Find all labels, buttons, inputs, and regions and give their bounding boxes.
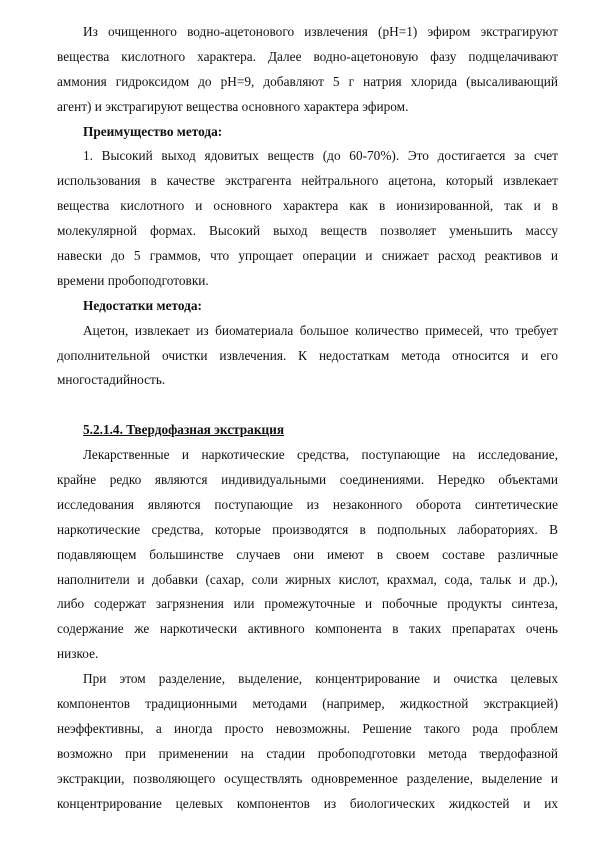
text-line: возможно при применении на стадии пробоподготовки метода твердофазной xyxy=(57,745,558,761)
text-line: низкое. xyxy=(57,646,99,662)
heading-advantage: Преимущество метода: xyxy=(83,123,223,139)
text-line: При этом разделение, выделение, концентрирование и очистка целевых xyxy=(83,671,558,687)
text-line: дополнительной очистки извлечения. К недостаткам метода относится и его xyxy=(57,347,558,363)
text-line: подавляющем большинстве случаев они имеют в своем составе различные xyxy=(57,546,558,562)
text-line: использования в качестве экстрагента нейтрального ацетона, который извлекает xyxy=(57,173,558,189)
text-line: Ацетон, извлекает из биоматериала большое количество примесей, что требует xyxy=(83,322,558,338)
text-line: агент) и экстрагируют вещества основного характера эфиром. xyxy=(57,98,409,114)
text-line: содержание же наркотически активного компонента в таких препаратах очень xyxy=(57,621,558,637)
text-line: исследования являются поступающие из незаконного оборота синтетические xyxy=(57,496,558,512)
page-body xyxy=(57,20,558,817)
text-line: молекулярной формах. Высокий выход веществ позволяет уменьшить массу xyxy=(57,223,558,239)
paragraph-advantage xyxy=(57,144,558,293)
text-line: либо содержат загрязнения или промежуточные и побочные продукты синтеза, xyxy=(57,596,558,612)
text-line: экстракции, позволяющего осуществлять одновременное разделение, выделение и xyxy=(57,770,558,786)
text-line: Лекарственные и наркотические средства, поступающие на исследование, xyxy=(83,447,558,463)
text-line: 1. Высокий выход ядовитых веществ (до 60-70%). Это достигается за счет xyxy=(83,148,558,164)
text-line: аммония гидроксидом до pH=9, добавляют 5 г натрия хлорида (высаливающий xyxy=(57,73,558,89)
text-line: многостадийность. xyxy=(57,372,166,388)
text-line: крайне редко являются индивидуальными соединениями. Нередко объектами xyxy=(57,472,558,488)
section-heading: 5.2.1.4. Твердофазная экстракция xyxy=(83,422,285,438)
text-line: вещества кислотного характера. Далее водно-ацетоновую фазу подщелачивают xyxy=(57,48,558,64)
text-line: времени пробоподготовки. xyxy=(57,272,209,288)
text-line: Из очищенного водно-ацетонового извлечения (pH=1) эфиром экстрагируют xyxy=(83,24,558,39)
paragraph-drugs xyxy=(57,443,558,667)
text-line: компонентов традиционными методами (например, жидкостной экстракцией) xyxy=(57,696,558,712)
text-line: вещества кислотного и основного характера как в ионизированной, так и в xyxy=(57,198,558,214)
paragraph-spe xyxy=(57,667,558,816)
spacer xyxy=(57,393,558,418)
text-line: неэффективны, а иногда просто невозможны. Решение такого рода проблем xyxy=(57,720,558,736)
heading-disadvantage: Недостатки метода: xyxy=(83,297,202,313)
paragraph-disadvantage xyxy=(57,319,558,394)
text-line: наполнители и добавки (сахар, соли жирных кислот, крахмал, сода, тальк и др.), xyxy=(57,571,558,587)
paragraph-extraction xyxy=(57,20,558,120)
text-line: концентрирование целевых компонентов из биологических жидкостей и их xyxy=(57,795,558,811)
text-line: наркотические средства, которые производятся в подпольных лабораториях. В xyxy=(57,521,558,537)
text-line: навески до 5 граммов, что упрощает операции и снижает расход реактивов и xyxy=(57,248,558,264)
